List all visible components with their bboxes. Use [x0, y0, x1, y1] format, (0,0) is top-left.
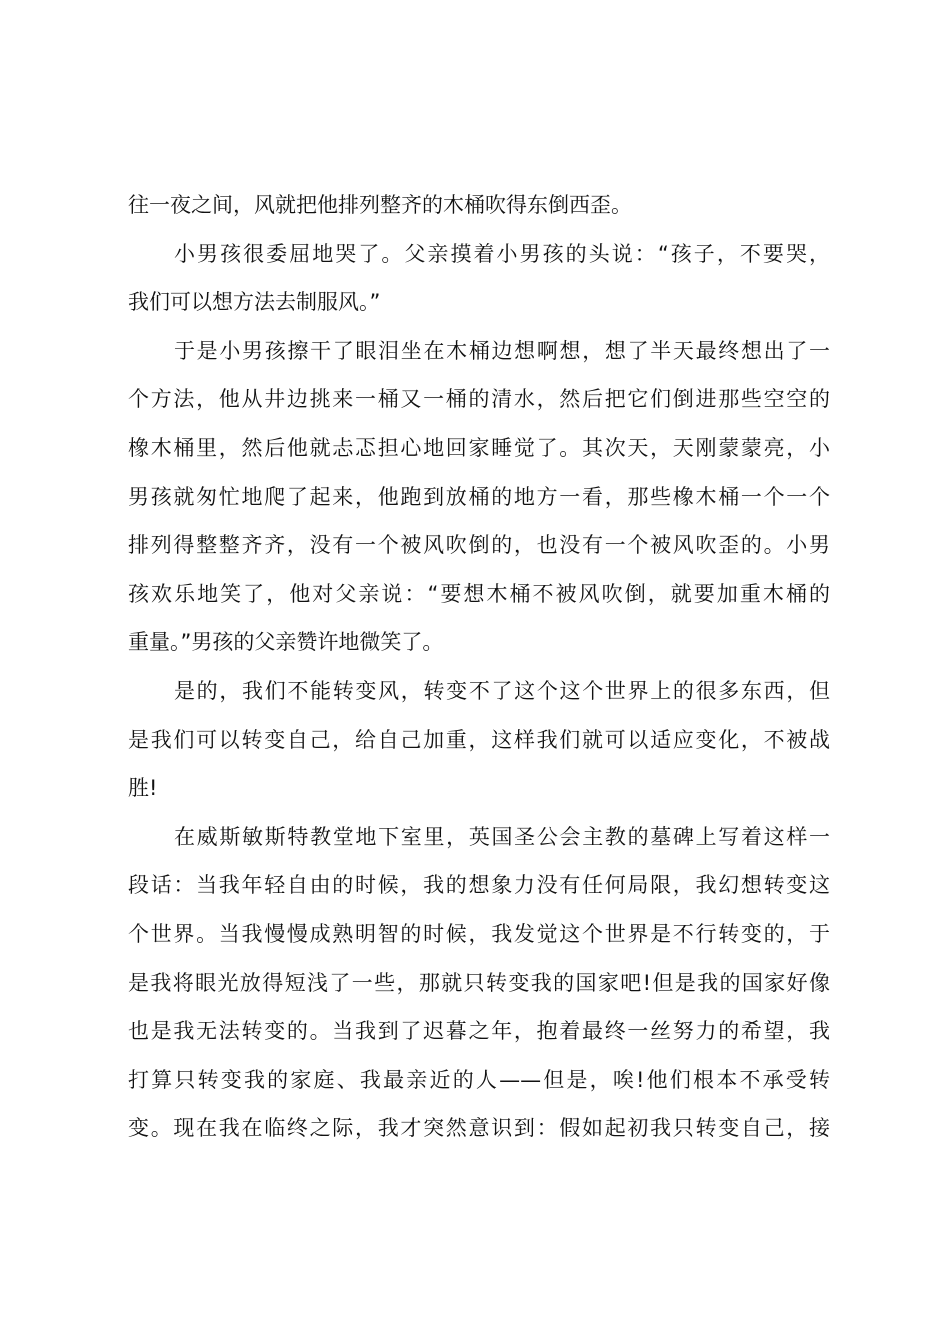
text-line: 往一夜之间，风就把他排列整齐的木桶吹得东倒西歪。 — [128, 193, 632, 217]
text-line: 胜! — [128, 776, 158, 801]
text-line: 橡木桶里，然后他就忐忑担心地回家睡觉了。其次天，天刚蒙蒙亮，小 — [128, 435, 830, 460]
text-line: 是我们可以转变自己，给自己加重，这样我们就可以适应变化，不被战 — [128, 727, 830, 752]
text-line: 我们可以想方法去制服风。” — [128, 290, 381, 315]
text-line: 在威斯敏斯特教堂地下室里，英国圣公会主教的墓碑上写着这样一 — [174, 824, 830, 849]
text-line: 个世界。当我慢慢成熟明智的时候，我发觉这个世界是不行转变的，于 — [128, 921, 830, 946]
text-line: 重量。”男孩的父亲赞许地微笑了。 — [128, 630, 444, 655]
text-line: 也是我无法转变的。当我到了迟暮之年，抱着最终一丝努力的希望，我 — [128, 1019, 830, 1044]
text-line: 个方法，他从井边挑来一桶又一桶的清水，然后把它们倒进那些空空的 — [128, 387, 830, 412]
text-line: 变。现在我在临终之际，我才突然意识到：假如起初我只转变自己，接 — [128, 1116, 830, 1141]
text-line: 小男孩很委屈地哭了。父亲摸着小男孩的头说：“孩子，不要哭， — [174, 241, 830, 266]
text-line: 打算只转变我的家庭、我最亲近的人——但是，唉!他们根本不承受转 — [128, 1067, 830, 1092]
text-line: 男孩就匆忙地爬了起来，他跑到放桶的地方一看，那些橡木桶一个一个 — [128, 484, 830, 509]
text-line: 孩欢乐地笑了，他对父亲说：“要想木桶不被风吹倒，就要加重木桶的 — [128, 581, 830, 606]
text-line: 段话：当我年轻自由的时候，我的想象力没有任何局限，我幻想转变这 — [128, 873, 830, 898]
text-line: 于是小男孩擦干了眼泪坐在木桶边想啊想，想了半天最终想出了一 — [174, 338, 830, 363]
text-line: 是我将眼光放得短浅了一些，那就只转变我的国家吧!但是我的国家好像 — [128, 970, 830, 995]
text-line: 是的，我们不能转变风，转变不了这个这个世界上的很多东西，但 — [174, 678, 830, 703]
text-line: 排列得整整齐齐，没有一个被风吹倒的，也没有一个被风吹歪的。小男 — [128, 533, 830, 558]
document-body — [128, 181, 830, 1153]
